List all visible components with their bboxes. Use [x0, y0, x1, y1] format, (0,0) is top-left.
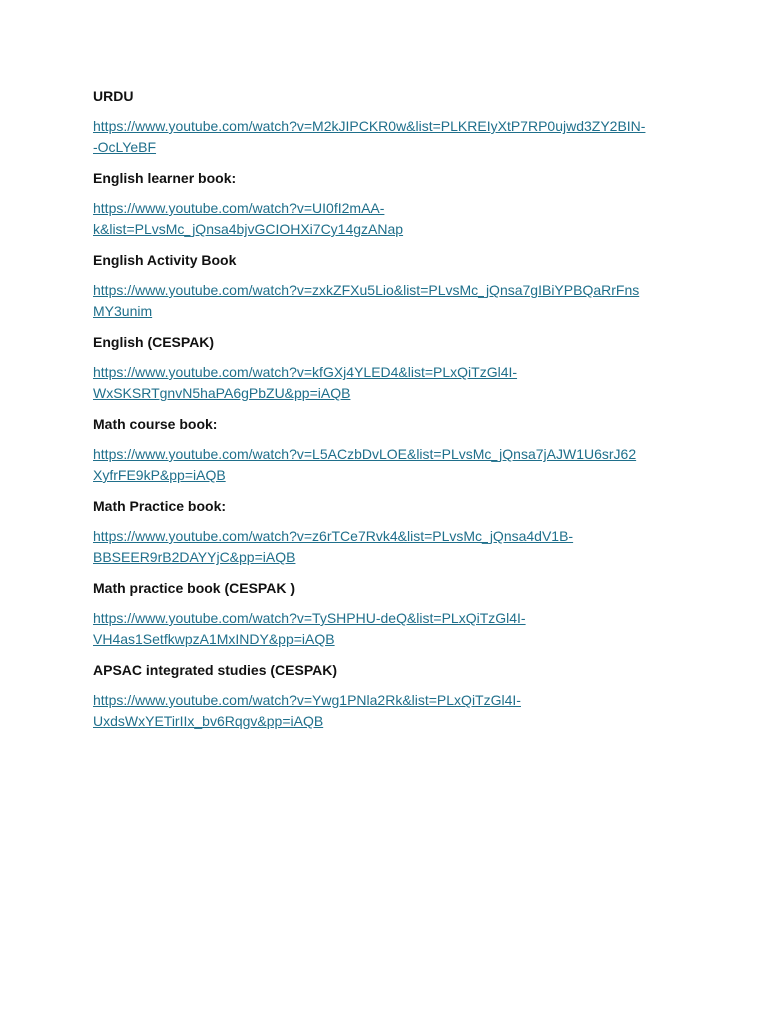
section-math-course	[93, 414, 683, 486]
youtube-link[interactable]	[93, 690, 683, 732]
link-line: https://www.youtube.com/watch?v=UI0fI2mAA-	[93, 200, 385, 216]
youtube-link[interactable]	[93, 116, 683, 158]
youtube-link[interactable]	[93, 444, 683, 486]
section-english-activity	[93, 250, 683, 322]
link-line: https://www.youtube.com/watch?v=Ywg1PNla2Rk&list=PLxQiTzGl4I-	[93, 692, 521, 708]
section-math-practice	[93, 496, 683, 568]
link-line: MY3unim	[93, 303, 153, 319]
link-line: BBSEER9rB2DAYYjC&pp=iAQB	[93, 549, 296, 565]
section-heading: Math Practice book:	[93, 498, 227, 514]
section-heading: Math practice book (CESPAK )	[93, 580, 295, 596]
section-heading: English (CESPAK)	[93, 334, 215, 350]
youtube-link[interactable]	[93, 608, 683, 650]
link-line: -OcLYeBF	[93, 139, 157, 155]
youtube-link[interactable]	[93, 280, 683, 322]
section-english-learner	[93, 168, 683, 240]
link-line: https://www.youtube.com/watch?v=TySHPHU-deQ&list=PLxQiTzGl4I-	[93, 610, 526, 626]
youtube-link[interactable]	[93, 362, 683, 404]
link-line: https://www.youtube.com/watch?v=M2kJIPCKR0w&list=PLKREIyXtP7RP0ujwd3ZY2BIN-	[93, 118, 646, 134]
section-english-cespak	[93, 332, 683, 404]
section-heading: URDU	[93, 88, 134, 104]
link-line: https://www.youtube.com/watch?v=z6rTCe7Rvk4&list=PLvsMc_jQnsa4dV1B-	[93, 528, 574, 544]
link-line: WxSKSRTgnvN5haPA6gPbZU&pp=iAQB	[93, 385, 351, 401]
section-heading: APSAC integrated studies (CESPAK)	[93, 662, 337, 678]
youtube-link[interactable]	[93, 526, 683, 568]
link-line: UxdsWxYETirIIx_bv6Rqgv&pp=iAQB	[93, 713, 324, 729]
section-heading: Math course book:	[93, 416, 218, 432]
link-line: https://www.youtube.com/watch?v=L5ACzbDvLOE&list=PLvsMc_jQnsa7jAJW1U6srJ62	[93, 446, 637, 462]
youtube-link[interactable]	[93, 198, 683, 240]
link-line: k&list=PLvsMc_jQnsa4bjvGCIOHXi7Cy14gzANap	[93, 221, 404, 237]
section-heading: English learner book:	[93, 170, 237, 186]
document-page	[93, 86, 683, 742]
link-line: https://www.youtube.com/watch?v=zxkZFXu5Lio&list=PLvsMc_jQnsa7gIBiYPBQaRrFns	[93, 282, 640, 298]
section-urdu	[93, 86, 683, 158]
section-math-practice-cespak	[93, 578, 683, 650]
link-line: XyfrFE9kP&pp=iAQB	[93, 467, 226, 483]
link-line: https://www.youtube.com/watch?v=kfGXj4YLED4&list=PLxQiTzGl4I-	[93, 364, 518, 380]
section-apsac-integrated	[93, 660, 683, 732]
link-line: VH4as1SetfkwpzA1MxINDY&pp=iAQB	[93, 631, 335, 647]
section-heading: English Activity Book	[93, 252, 237, 268]
